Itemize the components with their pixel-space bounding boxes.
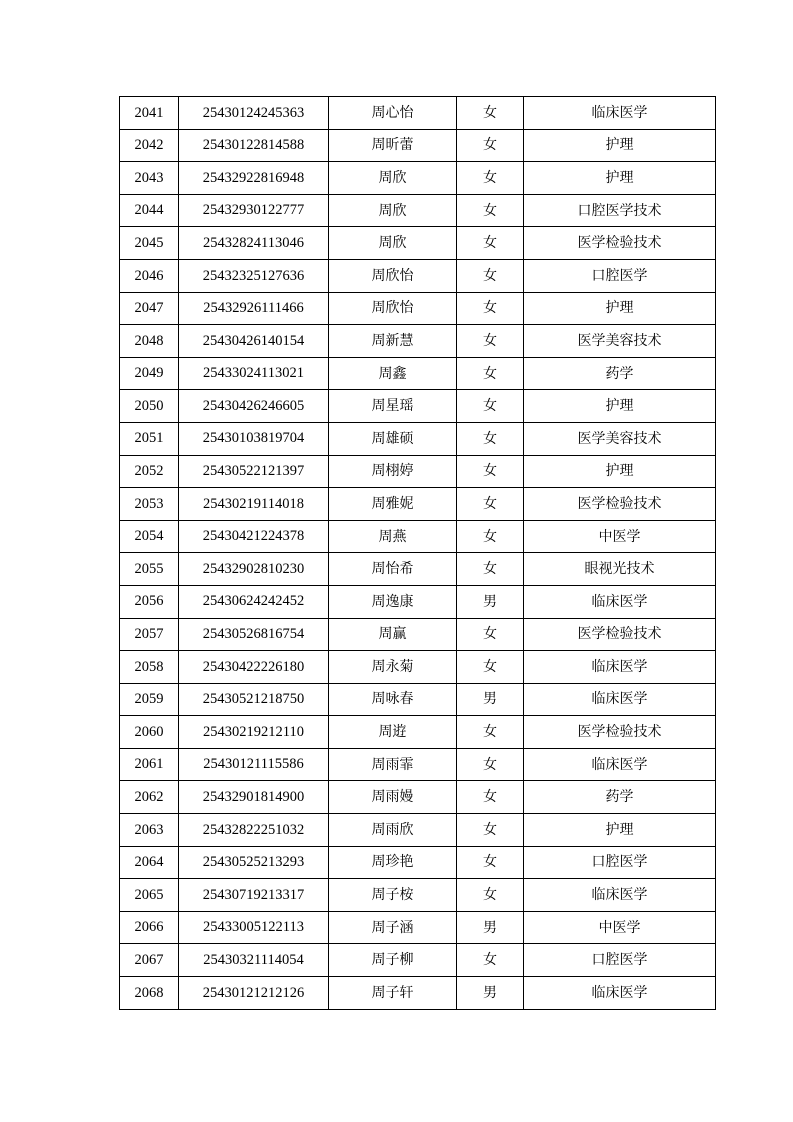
table-row	[120, 194, 716, 227]
serial-number-cell: 2059	[120, 683, 179, 716]
major-cell: 临床医学	[524, 748, 716, 781]
serial-number-cell: 2065	[120, 879, 179, 912]
name-cell: 周赢	[329, 618, 457, 651]
major-cell: 临床医学	[524, 651, 716, 684]
exam-id-cell: 25432822251032	[179, 814, 329, 847]
major-cell: 医学检验技术	[524, 716, 716, 749]
gender-cell: 女	[457, 292, 524, 325]
name-cell: 周逰	[329, 716, 457, 749]
exam-id-cell: 25432922816948	[179, 162, 329, 195]
serial-number-cell: 2054	[120, 520, 179, 553]
gender-cell: 女	[457, 520, 524, 553]
serial-number-cell: 2046	[120, 259, 179, 292]
exam-id-cell: 25430122814588	[179, 129, 329, 162]
gender-cell: 女	[457, 194, 524, 227]
serial-number-cell: 2068	[120, 977, 179, 1010]
serial-number-cell: 2056	[120, 585, 179, 618]
table-row	[120, 390, 716, 423]
exam-id-cell: 25430522121397	[179, 455, 329, 488]
exam-id-cell: 25433005122113	[179, 911, 329, 944]
name-cell: 周逸康	[329, 585, 457, 618]
table-row	[120, 227, 716, 260]
table-row	[120, 129, 716, 162]
serial-number-cell: 2057	[120, 618, 179, 651]
table-row	[120, 97, 716, 130]
table-row	[120, 422, 716, 455]
exam-id-cell: 25432930122777	[179, 194, 329, 227]
gender-cell: 女	[457, 846, 524, 879]
serial-number-cell: 2062	[120, 781, 179, 814]
exam-id-cell: 25432902810230	[179, 553, 329, 586]
major-cell: 医学美容技术	[524, 422, 716, 455]
name-cell: 周雅妮	[329, 488, 457, 521]
table-row	[120, 292, 716, 325]
table-row	[120, 618, 716, 651]
exam-id-cell: 25430124245363	[179, 97, 329, 130]
gender-cell: 女	[457, 259, 524, 292]
name-cell: 周子涵	[329, 911, 457, 944]
name-cell: 周欣怡	[329, 292, 457, 325]
gender-cell: 女	[457, 748, 524, 781]
name-cell: 周星瑶	[329, 390, 457, 423]
exam-id-cell: 25430103819704	[179, 422, 329, 455]
table-row	[120, 879, 716, 912]
major-cell: 口腔医学	[524, 944, 716, 977]
table-row	[120, 944, 716, 977]
serial-number-cell: 2047	[120, 292, 179, 325]
serial-number-cell: 2044	[120, 194, 179, 227]
gender-cell: 女	[457, 488, 524, 521]
student-list-table	[119, 96, 716, 1010]
exam-id-cell: 25430421224378	[179, 520, 329, 553]
gender-cell: 女	[457, 781, 524, 814]
serial-number-cell: 2058	[120, 651, 179, 684]
table-row	[120, 716, 716, 749]
gender-cell: 女	[457, 357, 524, 390]
major-cell: 护理	[524, 129, 716, 162]
serial-number-cell: 2052	[120, 455, 179, 488]
major-cell: 护理	[524, 292, 716, 325]
gender-cell: 女	[457, 227, 524, 260]
major-cell: 临床医学	[524, 585, 716, 618]
gender-cell: 女	[457, 716, 524, 749]
gender-cell: 男	[457, 977, 524, 1010]
table-row	[120, 781, 716, 814]
exam-id-cell: 25433024113021	[179, 357, 329, 390]
name-cell: 周雨嫚	[329, 781, 457, 814]
serial-number-cell: 2042	[120, 129, 179, 162]
name-cell: 周栩婷	[329, 455, 457, 488]
exam-id-cell: 25430121212126	[179, 977, 329, 1010]
gender-cell: 女	[457, 553, 524, 586]
serial-number-cell: 2066	[120, 911, 179, 944]
name-cell: 周燕	[329, 520, 457, 553]
exam-id-cell: 25430426140154	[179, 325, 329, 358]
table-row	[120, 911, 716, 944]
exam-id-cell: 25430624242452	[179, 585, 329, 618]
exam-id-cell: 25430525213293	[179, 846, 329, 879]
name-cell: 周欣怡	[329, 259, 457, 292]
name-cell: 周雨霏	[329, 748, 457, 781]
major-cell: 护理	[524, 814, 716, 847]
name-cell: 周雨欣	[329, 814, 457, 847]
major-cell: 眼视光技术	[524, 553, 716, 586]
name-cell: 周子柳	[329, 944, 457, 977]
table-row	[120, 683, 716, 716]
gender-cell: 男	[457, 683, 524, 716]
name-cell: 周欣	[329, 227, 457, 260]
gender-cell: 女	[457, 879, 524, 912]
table-row	[120, 748, 716, 781]
serial-number-cell: 2055	[120, 553, 179, 586]
table-row	[120, 357, 716, 390]
major-cell: 护理	[524, 455, 716, 488]
name-cell: 周昕蕾	[329, 129, 457, 162]
major-cell: 护理	[524, 162, 716, 195]
name-cell: 周咏春	[329, 683, 457, 716]
gender-cell: 女	[457, 129, 524, 162]
major-cell: 中医学	[524, 911, 716, 944]
exam-id-cell: 25432901814900	[179, 781, 329, 814]
table-row	[120, 651, 716, 684]
gender-cell: 女	[457, 618, 524, 651]
major-cell: 药学	[524, 781, 716, 814]
exam-id-cell: 25430219114018	[179, 488, 329, 521]
major-cell: 口腔医学	[524, 846, 716, 879]
serial-number-cell: 2043	[120, 162, 179, 195]
major-cell: 护理	[524, 390, 716, 423]
major-cell: 医学检验技术	[524, 618, 716, 651]
table-row	[120, 520, 716, 553]
gender-cell: 女	[457, 814, 524, 847]
major-cell: 临床医学	[524, 683, 716, 716]
name-cell: 周心怡	[329, 97, 457, 130]
exam-id-cell: 25430526816754	[179, 618, 329, 651]
exam-id-cell: 25430321114054	[179, 944, 329, 977]
gender-cell: 男	[457, 585, 524, 618]
gender-cell: 女	[457, 422, 524, 455]
table-row	[120, 814, 716, 847]
name-cell: 周雄硕	[329, 422, 457, 455]
name-cell: 周欣	[329, 194, 457, 227]
name-cell: 周子轩	[329, 977, 457, 1010]
major-cell: 医学美容技术	[524, 325, 716, 358]
table-row	[120, 259, 716, 292]
exam-id-cell: 25430426246605	[179, 390, 329, 423]
serial-number-cell: 2048	[120, 325, 179, 358]
gender-cell: 男	[457, 911, 524, 944]
serial-number-cell: 2064	[120, 846, 179, 879]
serial-number-cell: 2067	[120, 944, 179, 977]
table-row	[120, 977, 716, 1010]
serial-number-cell: 2063	[120, 814, 179, 847]
major-cell: 中医学	[524, 520, 716, 553]
name-cell: 周新慧	[329, 325, 457, 358]
serial-number-cell: 2049	[120, 357, 179, 390]
major-cell: 医学检验技术	[524, 227, 716, 260]
serial-number-cell: 2051	[120, 422, 179, 455]
name-cell: 周鑫	[329, 357, 457, 390]
exam-id-cell: 25430521218750	[179, 683, 329, 716]
exam-id-cell: 25432926111466	[179, 292, 329, 325]
major-cell: 医学检验技术	[524, 488, 716, 521]
gender-cell: 女	[457, 651, 524, 684]
table-row	[120, 846, 716, 879]
serial-number-cell: 2060	[120, 716, 179, 749]
name-cell: 周永菊	[329, 651, 457, 684]
table-body	[120, 97, 716, 1010]
name-cell: 周怡希	[329, 553, 457, 586]
exam-id-cell: 25432325127636	[179, 259, 329, 292]
table-row	[120, 455, 716, 488]
major-cell: 临床医学	[524, 97, 716, 130]
exam-id-cell: 25430121115586	[179, 748, 329, 781]
gender-cell: 女	[457, 455, 524, 488]
major-cell: 口腔医学技术	[524, 194, 716, 227]
serial-number-cell: 2041	[120, 97, 179, 130]
exam-id-cell: 25430219212110	[179, 716, 329, 749]
exam-id-cell: 25432824113046	[179, 227, 329, 260]
table-row	[120, 325, 716, 358]
major-cell: 口腔医学	[524, 259, 716, 292]
gender-cell: 女	[457, 390, 524, 423]
major-cell: 临床医学	[524, 977, 716, 1010]
name-cell: 周欣	[329, 162, 457, 195]
gender-cell: 女	[457, 162, 524, 195]
exam-id-cell: 25430422226180	[179, 651, 329, 684]
gender-cell: 女	[457, 944, 524, 977]
exam-id-cell: 25430719213317	[179, 879, 329, 912]
name-cell: 周子桉	[329, 879, 457, 912]
serial-number-cell: 2050	[120, 390, 179, 423]
table-row	[120, 488, 716, 521]
major-cell: 临床医学	[524, 879, 716, 912]
name-cell: 周珍艳	[329, 846, 457, 879]
serial-number-cell: 2053	[120, 488, 179, 521]
serial-number-cell: 2045	[120, 227, 179, 260]
gender-cell: 女	[457, 325, 524, 358]
gender-cell: 女	[457, 97, 524, 130]
serial-number-cell: 2061	[120, 748, 179, 781]
major-cell: 药学	[524, 357, 716, 390]
table-row	[120, 162, 716, 195]
table-row	[120, 585, 716, 618]
table-row	[120, 553, 716, 586]
